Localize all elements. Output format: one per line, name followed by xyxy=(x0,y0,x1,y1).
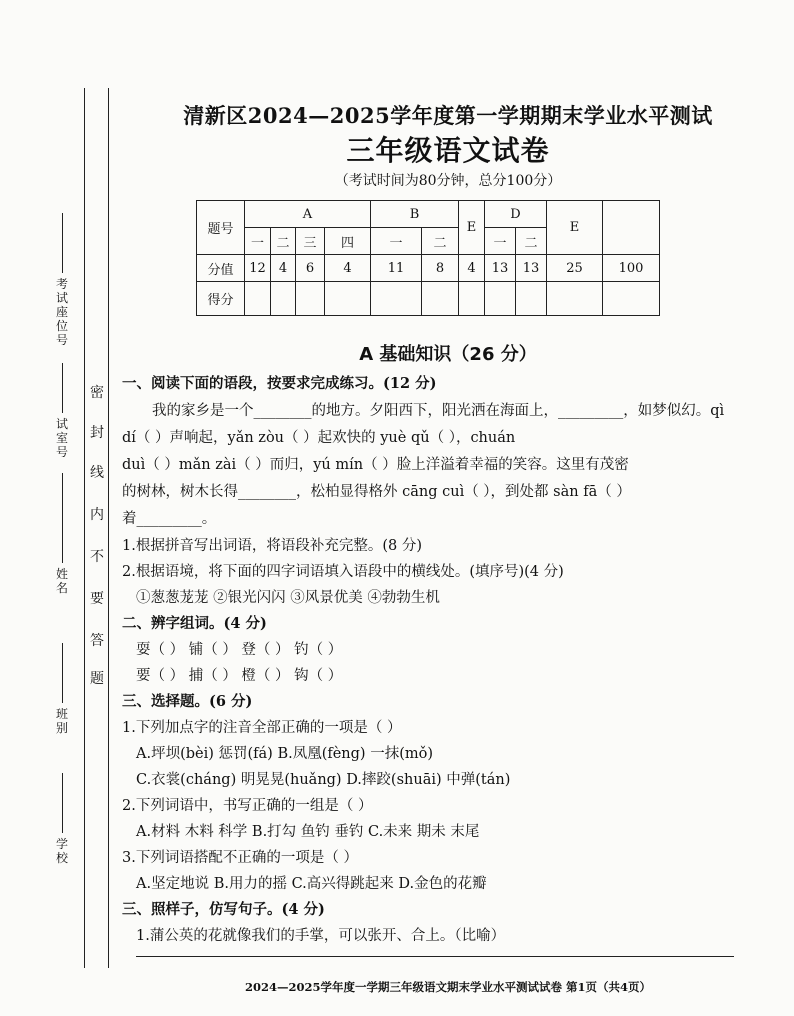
score-sub: 四 xyxy=(325,228,371,255)
binding-margin xyxy=(0,0,112,1016)
q1-title: 一、阅读下面的语段，按要求完成练习。(12 分) xyxy=(122,375,437,392)
score-earned-cell[interactable] xyxy=(516,282,547,316)
q1-passage-line: 的树林，树木长得________，松柏显得格外 cāng cuì（ ），到处都 sàn fā（ ） xyxy=(122,484,631,500)
score-header-e2: E xyxy=(547,201,603,255)
class-field[interactable]: 班别 xyxy=(50,640,74,735)
school-field[interactable]: 学校 xyxy=(50,770,74,865)
score-earned-cell[interactable] xyxy=(547,282,603,316)
score-points: 4 xyxy=(459,255,485,282)
seal-char: 封 xyxy=(90,425,104,441)
q1-passage-line: duì（ ）mǎn zài（ ）而归，yú mín（ ）脸上洋溢着幸福的笑容。这里有茂密 xyxy=(122,457,629,473)
seal-char: 线 xyxy=(90,465,104,481)
q3-1-options-ab: A.坪坝(bèi) 惩罚(fá) B.凤凰(fèng) 一抹(mǒ) xyxy=(136,746,433,762)
score-points-label: 分值 xyxy=(197,255,245,282)
q2-row: 耍（ ） 铺（ ） 登（ ） 钓（ ） xyxy=(136,642,343,658)
score-points: 25 xyxy=(547,255,603,282)
score-sub: 三 xyxy=(296,228,325,255)
exam-note: （考试时间为80分钟，总分100分） xyxy=(334,173,562,189)
name-field[interactable]: 姓名 xyxy=(50,470,74,595)
q3-2-options: A.材料 木料 科学 B.打勾 鱼钓 垂钓 C.未来 期未 末尾 xyxy=(136,824,480,840)
score-earned-cell[interactable] xyxy=(325,282,371,316)
score-header-a: A xyxy=(245,201,371,228)
q3-2: 2.下列词语中，书写正确的一组是（ ） xyxy=(122,798,373,814)
score-points: 4 xyxy=(325,255,371,282)
score-header-d: D xyxy=(485,201,547,228)
score-sub: 一 xyxy=(485,228,516,255)
q1-passage-line: 我的家乡是一个________的地方。夕阳西下，阳光洒在海面上，_________，如梦似幻。qì xyxy=(152,403,725,419)
q2-row: 要（ ） 捕（ ） 橙（ ） 钩（ ） xyxy=(136,668,343,684)
q1-sub-2: 2.根据语境，将下面的四字词语填入语段中的横线处。(填序号)(4 分) xyxy=(122,564,564,580)
score-points: 11 xyxy=(371,255,422,282)
q1-passage-line: 着_________。 xyxy=(122,511,217,527)
score-points: 6 xyxy=(296,255,325,282)
seat-number-field[interactable]: 考试座位号 xyxy=(50,210,74,347)
score-earned-cell[interactable] xyxy=(271,282,296,316)
q4-1: 1.蒲公英的花就像我们的手掌，可以张开、合上。（比喻） xyxy=(136,928,506,944)
page-footer: 2024—2025学年度一学期三年级语文期末学业水平测试试卷 第1页（共4页） xyxy=(244,980,652,994)
score-earned-cell[interactable] xyxy=(296,282,325,316)
score-earned-cell[interactable] xyxy=(485,282,516,316)
score-earned-cell[interactable] xyxy=(459,282,485,316)
q3-3-options: A.坚定地说 B.用力的摇 C.高兴得跳起来 D.金色的花瓣 xyxy=(136,876,487,892)
score-header-label: 题号 xyxy=(197,201,245,255)
score-earned-cell[interactable] xyxy=(603,282,660,316)
score-header-b: B xyxy=(371,201,459,228)
seal-char: 题 xyxy=(90,671,104,687)
q4-title: 三、照样子，仿写句子。(4 分) xyxy=(122,901,325,918)
score-points: 4 xyxy=(271,255,296,282)
score-sub: 二 xyxy=(271,228,296,255)
q1-passage-line: dí（ ）声响起，yǎn zòu（ ）起欢快的 yuè qǔ（ ），chuán xyxy=(122,430,516,446)
binding-line-outer xyxy=(84,88,85,968)
exam-title: 清新区2024—2025学年度第一学期期末学业水平测试 xyxy=(183,103,713,128)
score-earned-label: 得分 xyxy=(197,282,245,316)
seal-char: 不 xyxy=(90,549,104,565)
exam-page xyxy=(118,0,778,1016)
score-points: 8 xyxy=(422,255,459,282)
q1-options: ①葱葱茏茏 ②银光闪闪 ③风景优美 ④勃勃生机 xyxy=(136,590,440,606)
score-points: 13 xyxy=(516,255,547,282)
score-table xyxy=(196,200,660,316)
q3-3: 3.下列词语搭配不正确的一项是（ ） xyxy=(122,850,358,866)
score-earned-cell[interactable] xyxy=(422,282,459,316)
seal-char: 密 xyxy=(90,385,104,401)
score-earned-cell[interactable] xyxy=(371,282,422,316)
section-a-title: A 基础知识（26 分） xyxy=(359,344,537,365)
exam-subtitle: 三年级语文试卷 xyxy=(346,134,550,167)
seal-char: 内 xyxy=(90,507,104,523)
q2-title: 二、辨字组词。(4 分) xyxy=(122,615,267,632)
footer-divider xyxy=(136,956,734,957)
q3-1: 1.下列加点字的注音全部正确的一项是（ ） xyxy=(122,720,402,736)
seal-char: 答 xyxy=(90,633,104,649)
seal-char: 要 xyxy=(90,591,104,607)
q3-title: 三、选择题。(6 分) xyxy=(122,693,253,710)
score-points: 13 xyxy=(485,255,516,282)
score-earned-cell[interactable] xyxy=(245,282,271,316)
q3-1-options-cd: C.衣裳(cháng) 明晃晃(huǎng) D.摔跤(shuāi) 中弹(tán) xyxy=(136,772,511,788)
score-sub: 一 xyxy=(245,228,271,255)
score-header-total xyxy=(603,201,660,255)
score-points: 100 xyxy=(603,255,660,282)
room-number-field[interactable]: 试室号 xyxy=(50,360,74,459)
score-header-e1: E xyxy=(459,201,485,255)
binding-line-inner xyxy=(108,88,109,968)
score-points: 12 xyxy=(245,255,271,282)
score-sub: 二 xyxy=(516,228,547,255)
score-sub: 二 xyxy=(422,228,459,255)
q1-sub-1: 1.根据拼音写出词语，将语段补充完整。(8 分) xyxy=(122,538,422,554)
score-sub: 一 xyxy=(371,228,422,255)
